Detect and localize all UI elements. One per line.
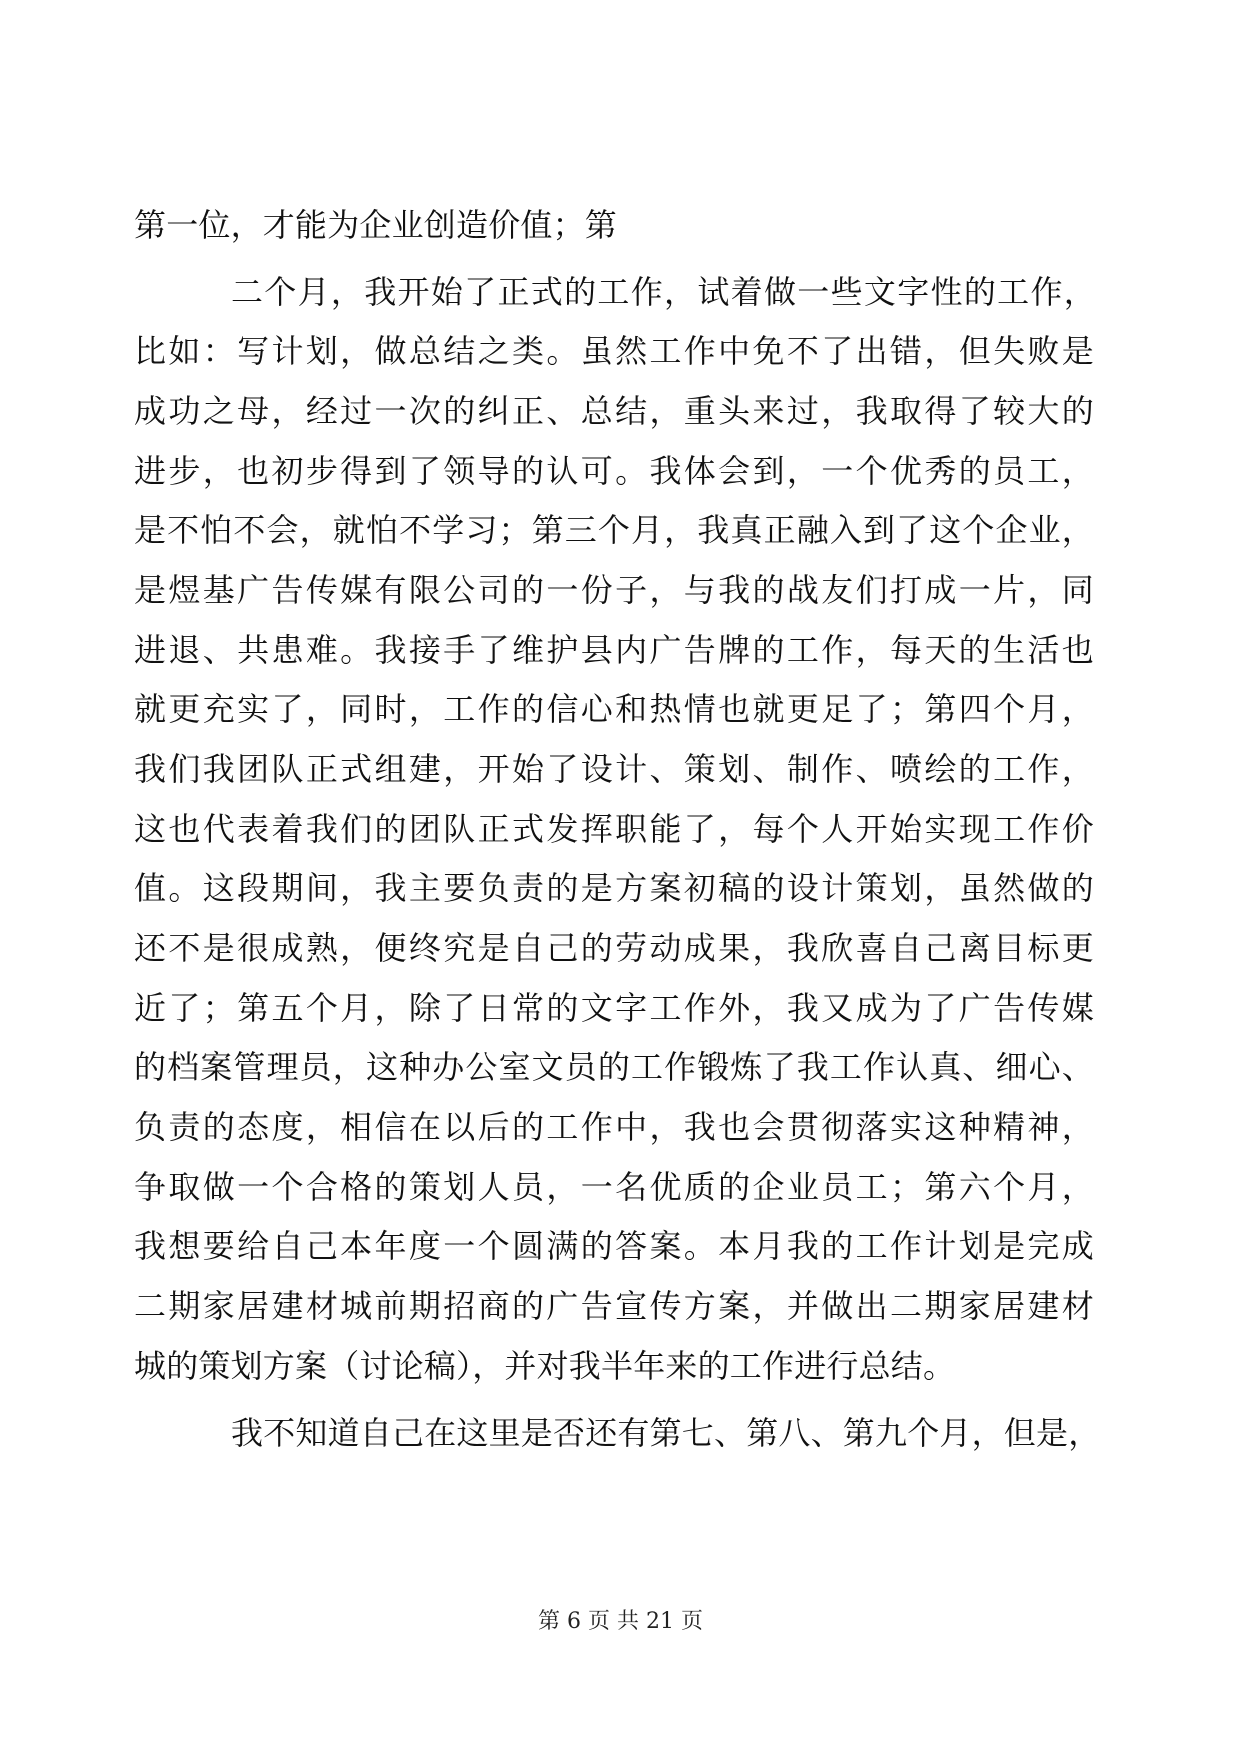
paragraph-start-line: 二个月，我开始了正式的工作，试着做一些文字性的工作， xyxy=(231,273,1096,311)
text-line-13: 还不是很成熟，便终究是自己的劳动成果，我欣喜自己离目标更 xyxy=(134,929,1094,967)
text-line-5: 进步，也初步得到了领导的认可。我体会到，一个优秀的员工， xyxy=(134,452,1094,490)
paragraph-end-line: 城的策划方案（讨论稿），并对我半年来的工作进行总结。 xyxy=(134,1347,956,1385)
text-line-15: 的档案管理员，这种办公室文员的工作锻炼了我工作认真、细心、 xyxy=(134,1048,1094,1086)
text-line-14: 近了；第五个月，除了日常的文字工作外，我又成为了广告传媒 xyxy=(134,989,1094,1027)
text-line-9: 就更充实了，同时，工作的信心和热情也就更足了；第四个月， xyxy=(134,690,1094,728)
text-line-11: 这也代表着我们的团队正式发挥职能了，每个人开始实现工作价 xyxy=(134,810,1094,848)
text-line-8: 进退、共患难。我接手了维护县内广告牌的工作，每天的生活也 xyxy=(134,631,1094,669)
text-line-6: 是不怕不会，就怕不学习；第三个月，我真正融入到了这个企业， xyxy=(134,511,1094,549)
text-line-17: 争取做一个合格的策划人员，一名优质的企业员工；第六个月， xyxy=(134,1168,1094,1206)
text-line-12: 值。这段期间，我主要负责的是方案初稿的设计策划，虽然做的 xyxy=(134,869,1094,907)
page-footer: 第 6 页 共 21 页 xyxy=(538,1609,703,1634)
text-line-7: 是煜基广告传媒有限公司的一份子，与我的战友们打成一片，同 xyxy=(134,571,1094,609)
text-line-3: 比如：写计划，做总结之类。虽然工作中免不了出错，但失败是 xyxy=(134,332,1094,370)
text-line-1: 第一位，才能为企业创造价值；第 xyxy=(134,206,618,244)
text-line-16: 负责的态度，相信在以后的工作中，我也会贯彻落实这种精神， xyxy=(134,1108,1094,1146)
new-paragraph-line: 我不知道自己在这里是否还有第七、第八、第九个月，但是， xyxy=(231,1414,1101,1452)
text-line-19: 二期家居建材城前期招商的广告宣传方案，并做出二期家居建材 xyxy=(134,1287,1094,1325)
text-line-10: 我们我团队正式组建，开始了设计、策划、制作、喷绘的工作， xyxy=(134,750,1094,788)
text-line-4: 成功之母，经过一次的纠正、总结，重头来过，我取得了较大的 xyxy=(134,392,1094,430)
text-line-18: 我想要给自己本年度一个圆满的答案。本月我的工作计划是完成 xyxy=(134,1227,1094,1265)
